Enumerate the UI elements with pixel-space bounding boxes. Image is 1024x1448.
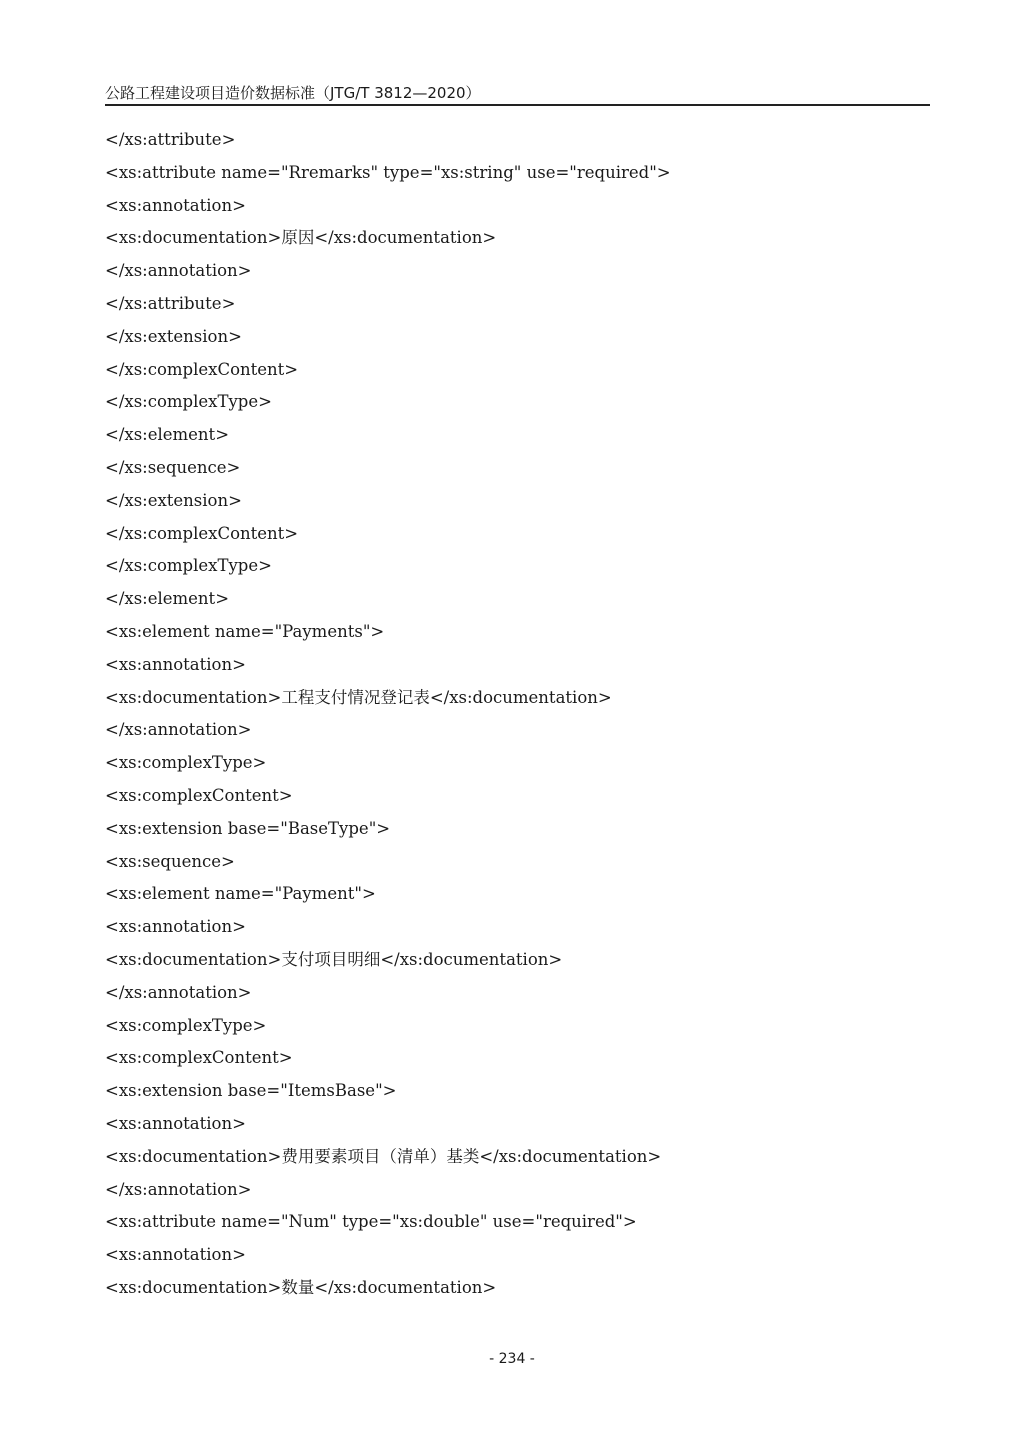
code-line: <xs:element name="Payments"> (105, 621, 385, 641)
code-line: </xs:element> (105, 425, 230, 445)
code-line: <xs:complexContent> (105, 785, 293, 805)
code-line: <xs:attribute name="Rremarks" type="xs:string" use="required"> (105, 162, 671, 182)
code-line: <xs:complexType> (105, 1015, 267, 1035)
code-line: <xs:documentation>支付项目明细</xs:documentation> (105, 949, 563, 969)
code-line: <xs:sequence> (105, 851, 235, 871)
code-line: </xs:attribute> (105, 293, 236, 313)
code-line: </xs:sequence> (105, 457, 241, 477)
code-line: <xs:documentation>原因</xs:documentation> (105, 228, 497, 248)
code-line: <xs:annotation> (105, 195, 246, 215)
code-listing (105, 124, 930, 1305)
code-line: <xs:attribute name="Num" type="xs:double" use="required"> (105, 1212, 637, 1232)
code-line: <xs:element name="Payment"> (105, 884, 376, 904)
code-line: </xs:annotation> (105, 261, 252, 281)
code-line: <xs:complexContent> (105, 1048, 293, 1068)
page-header (105, 80, 930, 106)
code-line: </xs:attribute> (105, 130, 236, 149)
code-line: </xs:extension> (105, 326, 242, 346)
code-line: </xs:complexType> (105, 392, 272, 412)
code-line: </xs:complexContent> (105, 523, 299, 543)
code-line: <xs:documentation>数量</xs:documentation> (105, 1277, 497, 1297)
code-line: <xs:annotation> (105, 1245, 246, 1265)
code-line: <xs:complexType> (105, 753, 267, 773)
code-line: </xs:complexContent> (105, 359, 299, 379)
document-title: 公路工程建设项目造价数据标准（JTG/T 3812—2020） (105, 84, 481, 102)
page-number: - 234 - (489, 1351, 535, 1367)
code-line: <xs:annotation> (105, 654, 246, 674)
code-line: </xs:annotation> (105, 1179, 252, 1199)
code-line: </xs:annotation> (105, 720, 252, 740)
code-line: <xs:annotation> (105, 1113, 246, 1133)
code-line: <xs:extension base="ItemsBase"> (105, 1081, 397, 1101)
code-line: <xs:documentation>工程支付情况登记表</xs:documentation> (105, 687, 612, 707)
code-line: <xs:extension base="BaseType"> (105, 818, 391, 838)
code-line: </xs:extension> (105, 490, 242, 510)
code-line: <xs:annotation> (105, 917, 246, 937)
code-line: </xs:complexType> (105, 556, 272, 576)
code-line: <xs:documentation>费用要素项目（清单）基类</xs:documentation> (105, 1146, 662, 1166)
code-line: </xs:annotation> (105, 982, 252, 1002)
code-line: </xs:element> (105, 589, 230, 609)
